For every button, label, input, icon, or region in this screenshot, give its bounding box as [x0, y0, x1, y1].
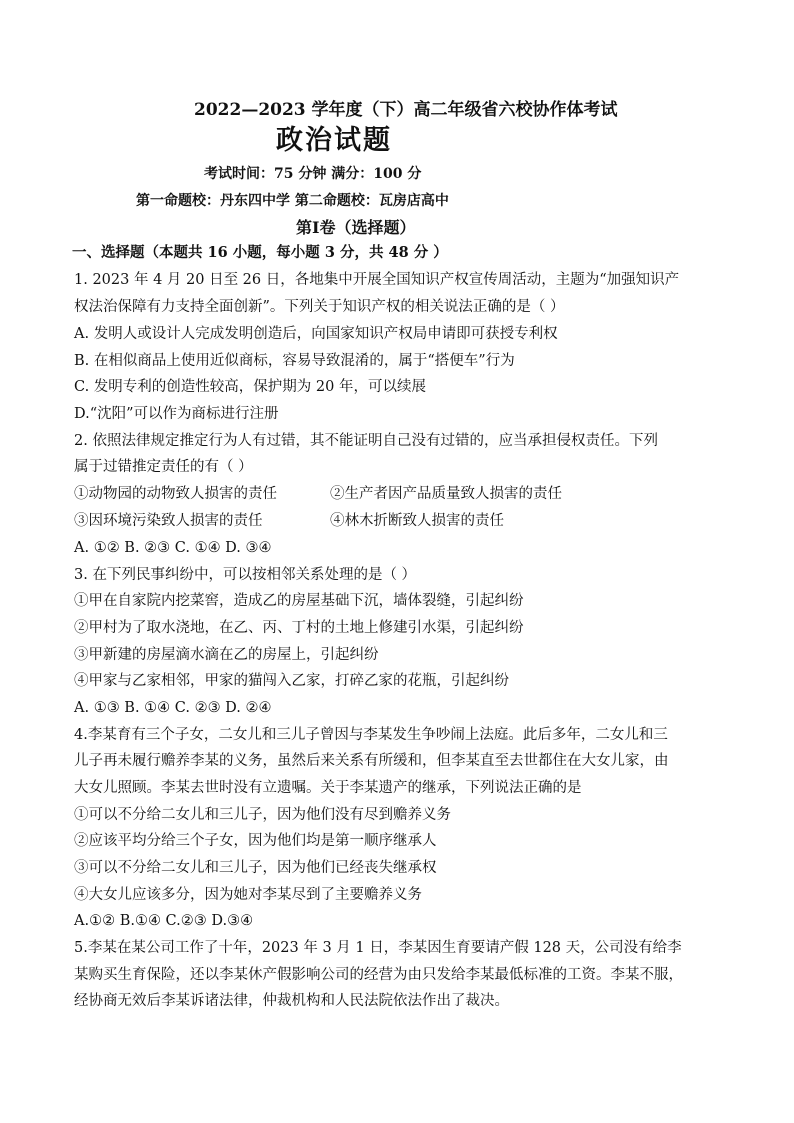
q2-statement-3: ③因环境污染致人损害的责任 — [74, 513, 263, 529]
section-heading: 一、选择题（本题共 16 小题，每小题 3 分，共 48 分 ） — [72, 244, 448, 261]
q1-option-c: C. 发明专利的创造性较高，保护期为 20 年，可以续展 — [74, 379, 426, 395]
q2-statement-4: ④林木折断致人损害的责任 — [330, 513, 504, 529]
q1-option-a: A. 发明人或设计人完成发明创造后，向国家知识产权局申请即可获授专利权 — [74, 326, 558, 342]
part-heading: 第Ⅰ卷（选择题） — [296, 218, 416, 237]
q4-statement-4: ④大女儿应该多分，因为她对李某尽到了主要赡养义务 — [74, 887, 422, 903]
q3-choices: A. ①③ B. ①④ C. ②③ D. ②④ — [74, 700, 272, 716]
q1-option-b: B. 在相似商品上使用近似商标，容易导致混淆的，属于“搭便车”行为 — [74, 353, 515, 369]
q3-statement-3: ③甲新建的房屋滴水滴在乙的房屋上，引起纠纷 — [74, 647, 379, 663]
q1-stem-line-2: 权法治保障有力支持全面创新”。下列关于知识产权的相关说法正确的是（ ） — [74, 299, 565, 315]
q4-statement-2: ②应该平均分给三个子女，因为他们均是第一顺序继承人 — [74, 833, 437, 849]
q2-choices: A. ①② B. ②③ C. ①④ D. ③④ — [74, 540, 272, 556]
q4-statement-3: ③可以不分给二女儿和三儿子，因为他们已经丧失继承权 — [74, 860, 437, 876]
q3-stem: 3. 在下列民事纠纷中，可以按相邻关系处理的是（ ） — [74, 567, 417, 583]
q4-statement-1: ①可以不分给二女儿和三儿子，因为他们没有尽到赡养义务 — [74, 807, 451, 823]
q2-statement-2: ②生产者因产品质量致人损害的责任 — [330, 486, 562, 502]
q2-stem-line-2: 属于过错推定责任的有（ ） — [74, 459, 253, 475]
q2-stem-line-1: 2. 依照法律规定推定行为人有过错，其不能证明自己没有过错的，应当承担侵权责任。下列 — [74, 433, 658, 449]
q4-stem-line-2: 儿子再未履行赡养李某的义务，虽然后来关系有所缓和，但李某直至去世都住在大女儿家，由 — [74, 753, 669, 769]
subject-title: 政治试题 — [276, 125, 392, 156]
q5-stem-line-2: 某购买生育保险，还以李某休产假影响公司的经营为由只发给李某最低标准的工资。李某不服， — [74, 967, 683, 983]
q2-statement-1: ①动物园的动物致人损害的责任 — [74, 486, 277, 502]
q1-stem-line-1: 1. 2023 年 4 月 20 日至 26 日，各地集中开展全国知识产权宣传周活动，主题为“加强知识产 — [74, 272, 680, 288]
q5-stem-line-1: 5.李某在某公司工作了十年，2023 年 3 月 1 日，李某因生育要请产假 128 天，公司没有给李 — [74, 940, 682, 956]
q3-statement-2: ②甲村为了取水浇地，在乙、丙、丁村的土地上修建引水渠，引起纠纷 — [74, 620, 524, 636]
exam-time-score: 考试时间：75 分钟 满分：100 分 — [204, 166, 422, 182]
q1-option-d: D.“沈阳”可以作为商标进行注册 — [74, 406, 279, 422]
q4-choices: A.①② B.①④ C.②③ D.③④ — [74, 913, 254, 929]
q3-statement-4: ④甲家与乙家相邻，甲家的猫闯入乙家，打碎乙家的花瓶，引起纠纷 — [74, 673, 509, 689]
q3-statement-1: ①甲在自家院内挖菜窖，造成乙的房屋基础下沉，墙体裂缝，引起纠纷 — [74, 593, 524, 609]
exam-title: 2022—2023 学年度（下）高二年级省六校协作体考试 — [194, 100, 618, 120]
q5-stem-line-3: 经协商无效后李某诉诸法律，仲裁机构和人民法院依法作出了裁决。 — [74, 993, 509, 1009]
q4-stem-line-3: 大女儿照顾。李某去世时没有立遗嘱。关于李某遗产的继承，下列说法正确的是 — [74, 780, 582, 796]
q4-stem-line-1: 4.李某育有三个子女，二女儿和三儿子曾因与李某发生争吵闹上法庭。此后多年，二女儿和三 — [74, 727, 668, 743]
exam-schools: 第一命题校：丹东四中学 第二命题校：瓦房店高中 — [136, 193, 449, 209]
